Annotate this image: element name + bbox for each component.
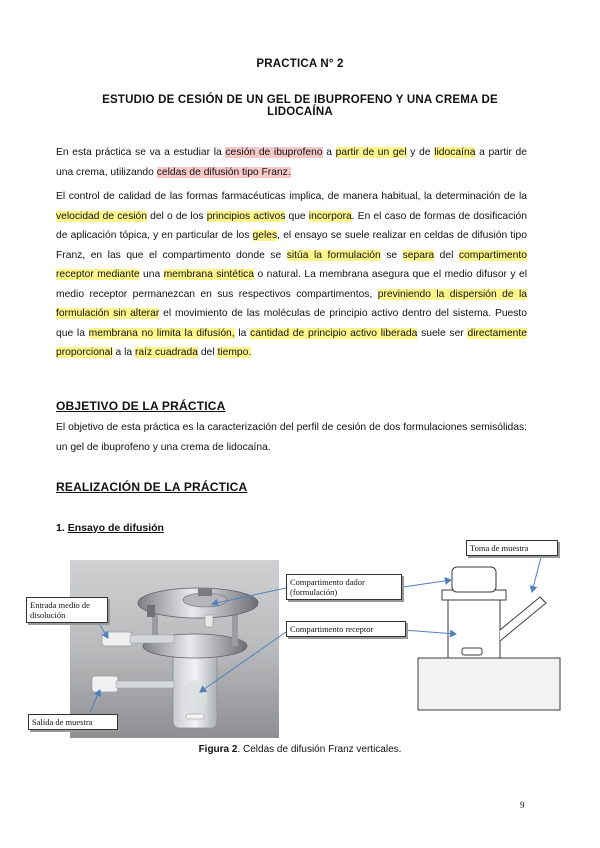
label-dador-line-1: Compartimento dador xyxy=(290,577,365,587)
control-highlight-2: principios activos xyxy=(206,210,286,222)
intro-highlight-2: partir de un gel xyxy=(335,147,407,158)
ensayo-number: 1. xyxy=(56,522,68,534)
control-text-12: suele ser xyxy=(417,327,468,339)
page-number: 9 xyxy=(520,800,525,810)
control-highlight-3: incorpora xyxy=(308,210,352,222)
control-text-2: del o de los xyxy=(146,210,207,222)
control-text-13: a la xyxy=(112,347,135,358)
label-entrada-medio: Entrada medio de disolución xyxy=(26,597,108,623)
control-text-10: el movimiento de las moléculas de principio activo dentro del sistema. Puesto que la xyxy=(56,308,528,339)
control-text-8: una xyxy=(139,269,164,280)
control-text-7: del xyxy=(434,249,459,261)
control-highlight-6: separa xyxy=(402,249,435,261)
control-text-14: del xyxy=(197,347,218,358)
caption-text: . Celdas de difusión Franz verticales. xyxy=(237,744,402,755)
control-highlight-14: tiempo. xyxy=(217,347,252,358)
control-highlight-5: sitúa la formulación xyxy=(286,249,381,261)
control-highlight-11: cantidad de principio activo liberada xyxy=(250,327,418,339)
intro-text-2: a xyxy=(322,147,336,158)
intro-text-4: a partir de una crema, utilizando xyxy=(56,147,527,178)
control-highlight-10: membrana no limita la difusión, xyxy=(88,327,235,339)
practice-title: PRACTICA N° 2 xyxy=(256,58,344,70)
intro-text-3: y de xyxy=(406,147,435,158)
control-text-11: la xyxy=(234,327,251,339)
control-text-5: , el ensayo se suele realizar en celdas de difusión tipo Franz, en las que el compartimento donde se xyxy=(56,230,527,261)
intro-highlight-1: cesión de ibuprofeno xyxy=(225,147,323,158)
intro-highlight-4: celdas de difusión tipo Franz. xyxy=(156,166,291,178)
control-highlight-8: membrana sintética xyxy=(163,269,255,280)
realizacion-heading: REALIZACIÓN DE LA PRÁCTICA xyxy=(56,480,248,494)
caption-figure-number: Figura 2 xyxy=(198,744,238,755)
control-highlight-12: directamente proporcional xyxy=(56,327,527,358)
control-text-1: El control de calidad de las formas farmacéuticas implica, de manera habitual, la determinación de la xyxy=(56,191,527,202)
label-compartimento-dador xyxy=(286,574,402,600)
intro-highlight-3: lidocaína xyxy=(434,147,476,158)
control-highlight-1: velocidad de cesión xyxy=(56,210,147,222)
control-text-3: que xyxy=(285,210,309,222)
control-highlight-4: geles xyxy=(252,230,278,241)
label-salida-muestra: Salida de muestra xyxy=(28,714,118,730)
franz-cell-photo xyxy=(70,560,279,738)
objetivo-paragraph: El objetivo de esta práctica es la caracterización del perfil de cesión de dos formulaciones semisólidas: un gel de ibuprofeno y una crema de lidocaína. xyxy=(56,422,527,453)
control-highlight-7: compartimento receptor mediante xyxy=(56,249,527,280)
control-highlight-9: previniendo la dispersión de la formulación sin alterar xyxy=(56,288,527,319)
subtitle-line-1: ESTUDIO DE CESIÓN DE UN GEL DE IBUPROFENO Y UNA CREMA DE xyxy=(102,94,498,106)
label-dador-line-2: (formulación) xyxy=(290,587,338,597)
label-compartimento-receptor: Compartimento receptor xyxy=(286,621,406,637)
figure-caption xyxy=(0,744,600,755)
dador-pointer-schematic xyxy=(403,580,451,587)
control-text-9: o natural. La membrana asegura que el medio difusor y el medio receptor permanezcan en sus respectivos compartimentos, xyxy=(56,269,527,300)
objetivo-heading: OBJETIVO DE LA PRÁCTICA xyxy=(56,399,226,413)
control-text-4: . En el caso de formas de dosificación de aplicación tópica, y en particular de los xyxy=(56,210,527,241)
toma-pointer xyxy=(532,557,541,592)
control-text-6: se xyxy=(380,249,403,261)
control-highlight-13: raíz cuadrada xyxy=(135,347,198,358)
ensayo-title: Ensayo de difusión xyxy=(67,522,164,534)
franz-cell-schematic xyxy=(418,567,560,710)
label-toma-muestra: Toma de muestra xyxy=(466,540,558,556)
intro-text-1: En esta práctica se va a estudiar la xyxy=(56,147,226,158)
subtitle-line-2: LIDOCAÍNA xyxy=(267,106,333,118)
